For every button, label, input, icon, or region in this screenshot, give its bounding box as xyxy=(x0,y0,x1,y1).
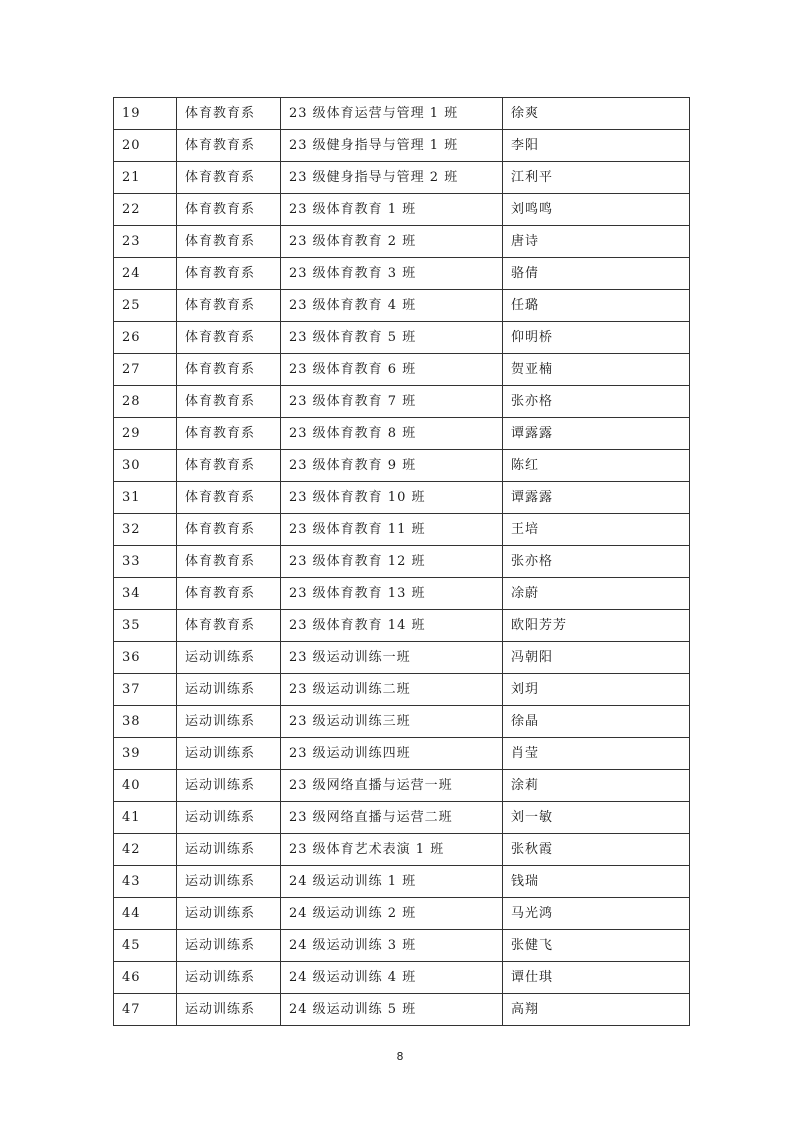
row-index-cell: 45 xyxy=(114,930,177,962)
table-row xyxy=(114,258,690,290)
department-cell: 运动训练系 xyxy=(177,994,281,1026)
row-index-cell: 29 xyxy=(114,418,177,450)
person-name-cell: 唐诗 xyxy=(503,226,690,258)
department-cell: 体育教育系 xyxy=(177,386,281,418)
department-cell: 运动训练系 xyxy=(177,770,281,802)
table-row xyxy=(114,578,690,610)
table-row xyxy=(114,610,690,642)
row-index-cell: 40 xyxy=(114,770,177,802)
class-name-cell: 23 级健身指导与管理 1 班 xyxy=(281,130,503,162)
table-row xyxy=(114,642,690,674)
table-row xyxy=(114,706,690,738)
class-name-cell: 23 级体育教育 10 班 xyxy=(281,482,503,514)
class-name-cell: 23 级体育教育 5 班 xyxy=(281,322,503,354)
row-index-cell: 47 xyxy=(114,994,177,1026)
department-cell: 运动训练系 xyxy=(177,834,281,866)
class-name-cell: 23 级体育教育 2 班 xyxy=(281,226,503,258)
person-name-cell: 高翔 xyxy=(503,994,690,1026)
person-name-cell: 刘鸣鸣 xyxy=(503,194,690,226)
department-cell: 体育教育系 xyxy=(177,450,281,482)
row-index-cell: 26 xyxy=(114,322,177,354)
class-name-cell: 23 级体育教育 8 班 xyxy=(281,418,503,450)
row-index-cell: 24 xyxy=(114,258,177,290)
table-row xyxy=(114,546,690,578)
table-row xyxy=(114,162,690,194)
roster-table-body xyxy=(114,98,690,1026)
table-row xyxy=(114,194,690,226)
row-index-cell: 41 xyxy=(114,802,177,834)
department-cell: 体育教育系 xyxy=(177,130,281,162)
row-index-cell: 28 xyxy=(114,386,177,418)
department-cell: 运动训练系 xyxy=(177,642,281,674)
row-index-cell: 37 xyxy=(114,674,177,706)
table-row xyxy=(114,674,690,706)
row-index-cell: 23 xyxy=(114,226,177,258)
department-cell: 运动训练系 xyxy=(177,866,281,898)
table-row xyxy=(114,866,690,898)
department-cell: 体育教育系 xyxy=(177,610,281,642)
person-name-cell: 张健飞 xyxy=(503,930,690,962)
department-cell: 运动训练系 xyxy=(177,674,281,706)
department-cell: 运动训练系 xyxy=(177,802,281,834)
department-cell: 运动训练系 xyxy=(177,738,281,770)
class-name-cell: 23 级体育教育 3 班 xyxy=(281,258,503,290)
row-index-cell: 38 xyxy=(114,706,177,738)
table-row xyxy=(114,354,690,386)
department-cell: 体育教育系 xyxy=(177,194,281,226)
row-index-cell: 34 xyxy=(114,578,177,610)
class-name-cell: 23 级体育教育 1 班 xyxy=(281,194,503,226)
table-row xyxy=(114,930,690,962)
department-cell: 体育教育系 xyxy=(177,418,281,450)
class-name-cell: 23 级运动训练三班 xyxy=(281,706,503,738)
table-row xyxy=(114,898,690,930)
table-row xyxy=(114,770,690,802)
table-row xyxy=(114,386,690,418)
person-name-cell: 王培 xyxy=(503,514,690,546)
row-index-cell: 39 xyxy=(114,738,177,770)
row-index-cell: 25 xyxy=(114,290,177,322)
department-cell: 体育教育系 xyxy=(177,98,281,130)
table-row xyxy=(114,450,690,482)
person-name-cell: 谭露露 xyxy=(503,482,690,514)
person-name-cell: 仰明桥 xyxy=(503,322,690,354)
row-index-cell: 27 xyxy=(114,354,177,386)
row-index-cell: 43 xyxy=(114,866,177,898)
table-row xyxy=(114,418,690,450)
department-cell: 体育教育系 xyxy=(177,258,281,290)
department-cell: 体育教育系 xyxy=(177,290,281,322)
person-name-cell: 刘一敏 xyxy=(503,802,690,834)
department-cell: 体育教育系 xyxy=(177,578,281,610)
person-name-cell: 江利平 xyxy=(503,162,690,194)
department-cell: 运动训练系 xyxy=(177,962,281,994)
person-name-cell: 涂莉 xyxy=(503,770,690,802)
class-name-cell: 23 级体育教育 6 班 xyxy=(281,354,503,386)
row-index-cell: 35 xyxy=(114,610,177,642)
table-row xyxy=(114,962,690,994)
department-cell: 运动训练系 xyxy=(177,898,281,930)
class-name-cell: 24 级运动训练 1 班 xyxy=(281,866,503,898)
class-name-cell: 23 级运动训练二班 xyxy=(281,674,503,706)
person-name-cell: 李阳 xyxy=(503,130,690,162)
class-name-cell: 23 级体育教育 4 班 xyxy=(281,290,503,322)
table-row xyxy=(114,834,690,866)
table-row xyxy=(114,226,690,258)
row-index-cell: 32 xyxy=(114,514,177,546)
class-name-cell: 24 级运动训练 5 班 xyxy=(281,994,503,1026)
table-row xyxy=(114,322,690,354)
page-number: 8 xyxy=(396,1050,404,1063)
department-cell: 体育教育系 xyxy=(177,162,281,194)
department-cell: 体育教育系 xyxy=(177,482,281,514)
person-name-cell: 徐晶 xyxy=(503,706,690,738)
class-name-cell: 23 级体育教育 13 班 xyxy=(281,578,503,610)
person-name-cell: 贺亚楠 xyxy=(503,354,690,386)
table-row xyxy=(114,290,690,322)
department-cell: 体育教育系 xyxy=(177,354,281,386)
person-name-cell: 刘玥 xyxy=(503,674,690,706)
row-index-cell: 21 xyxy=(114,162,177,194)
department-cell: 运动训练系 xyxy=(177,930,281,962)
person-name-cell: 肖莹 xyxy=(503,738,690,770)
department-cell: 运动训练系 xyxy=(177,706,281,738)
department-cell: 体育教育系 xyxy=(177,546,281,578)
department-cell: 体育教育系 xyxy=(177,226,281,258)
class-name-cell: 23 级运动训练四班 xyxy=(281,738,503,770)
person-name-cell: 陈红 xyxy=(503,450,690,482)
person-name-cell: 张亦格 xyxy=(503,386,690,418)
row-index-cell: 42 xyxy=(114,834,177,866)
table-row xyxy=(114,482,690,514)
table-row xyxy=(114,514,690,546)
class-name-cell: 23 级体育教育 9 班 xyxy=(281,450,503,482)
person-name-cell: 谭仕琪 xyxy=(503,962,690,994)
person-name-cell: 钱瑞 xyxy=(503,866,690,898)
class-name-cell: 24 级运动训练 4 班 xyxy=(281,962,503,994)
row-index-cell: 19 xyxy=(114,98,177,130)
person-name-cell: 凃蔚 xyxy=(503,578,690,610)
class-name-cell: 23 级体育教育 12 班 xyxy=(281,546,503,578)
row-index-cell: 31 xyxy=(114,482,177,514)
class-name-cell: 23 级运动训练一班 xyxy=(281,642,503,674)
row-index-cell: 46 xyxy=(114,962,177,994)
row-index-cell: 44 xyxy=(114,898,177,930)
person-name-cell: 骆倩 xyxy=(503,258,690,290)
class-name-cell: 23 级体育教育 11 班 xyxy=(281,514,503,546)
person-name-cell: 冯朝阳 xyxy=(503,642,690,674)
class-name-cell: 24 级运动训练 3 班 xyxy=(281,930,503,962)
department-cell: 体育教育系 xyxy=(177,322,281,354)
class-name-cell: 23 级体育教育 14 班 xyxy=(281,610,503,642)
row-index-cell: 33 xyxy=(114,546,177,578)
person-name-cell: 徐爽 xyxy=(503,98,690,130)
row-index-cell: 30 xyxy=(114,450,177,482)
department-cell: 体育教育系 xyxy=(177,514,281,546)
person-name-cell: 张秋霞 xyxy=(503,834,690,866)
table-row xyxy=(114,802,690,834)
table-row xyxy=(114,98,690,130)
class-name-cell: 23 级体育教育 7 班 xyxy=(281,386,503,418)
table-row xyxy=(114,130,690,162)
person-name-cell: 任璐 xyxy=(503,290,690,322)
class-name-cell: 23 级健身指导与管理 2 班 xyxy=(281,162,503,194)
table-row xyxy=(114,994,690,1026)
class-name-cell: 23 级体育艺术表演 1 班 xyxy=(281,834,503,866)
class-name-cell: 23 级体育运营与管理 1 班 xyxy=(281,98,503,130)
row-index-cell: 36 xyxy=(114,642,177,674)
class-name-cell: 23 级网络直播与运营一班 xyxy=(281,770,503,802)
row-index-cell: 22 xyxy=(114,194,177,226)
person-name-cell: 马光鸿 xyxy=(503,898,690,930)
person-name-cell: 谭露露 xyxy=(503,418,690,450)
person-name-cell: 张亦格 xyxy=(503,546,690,578)
class-name-cell: 23 级网络直播与运营二班 xyxy=(281,802,503,834)
class-name-cell: 24 级运动训练 2 班 xyxy=(281,898,503,930)
row-index-cell: 20 xyxy=(114,130,177,162)
roster-table xyxy=(113,97,690,1026)
table-row xyxy=(114,738,690,770)
person-name-cell: 欧阳芳芳 xyxy=(503,610,690,642)
